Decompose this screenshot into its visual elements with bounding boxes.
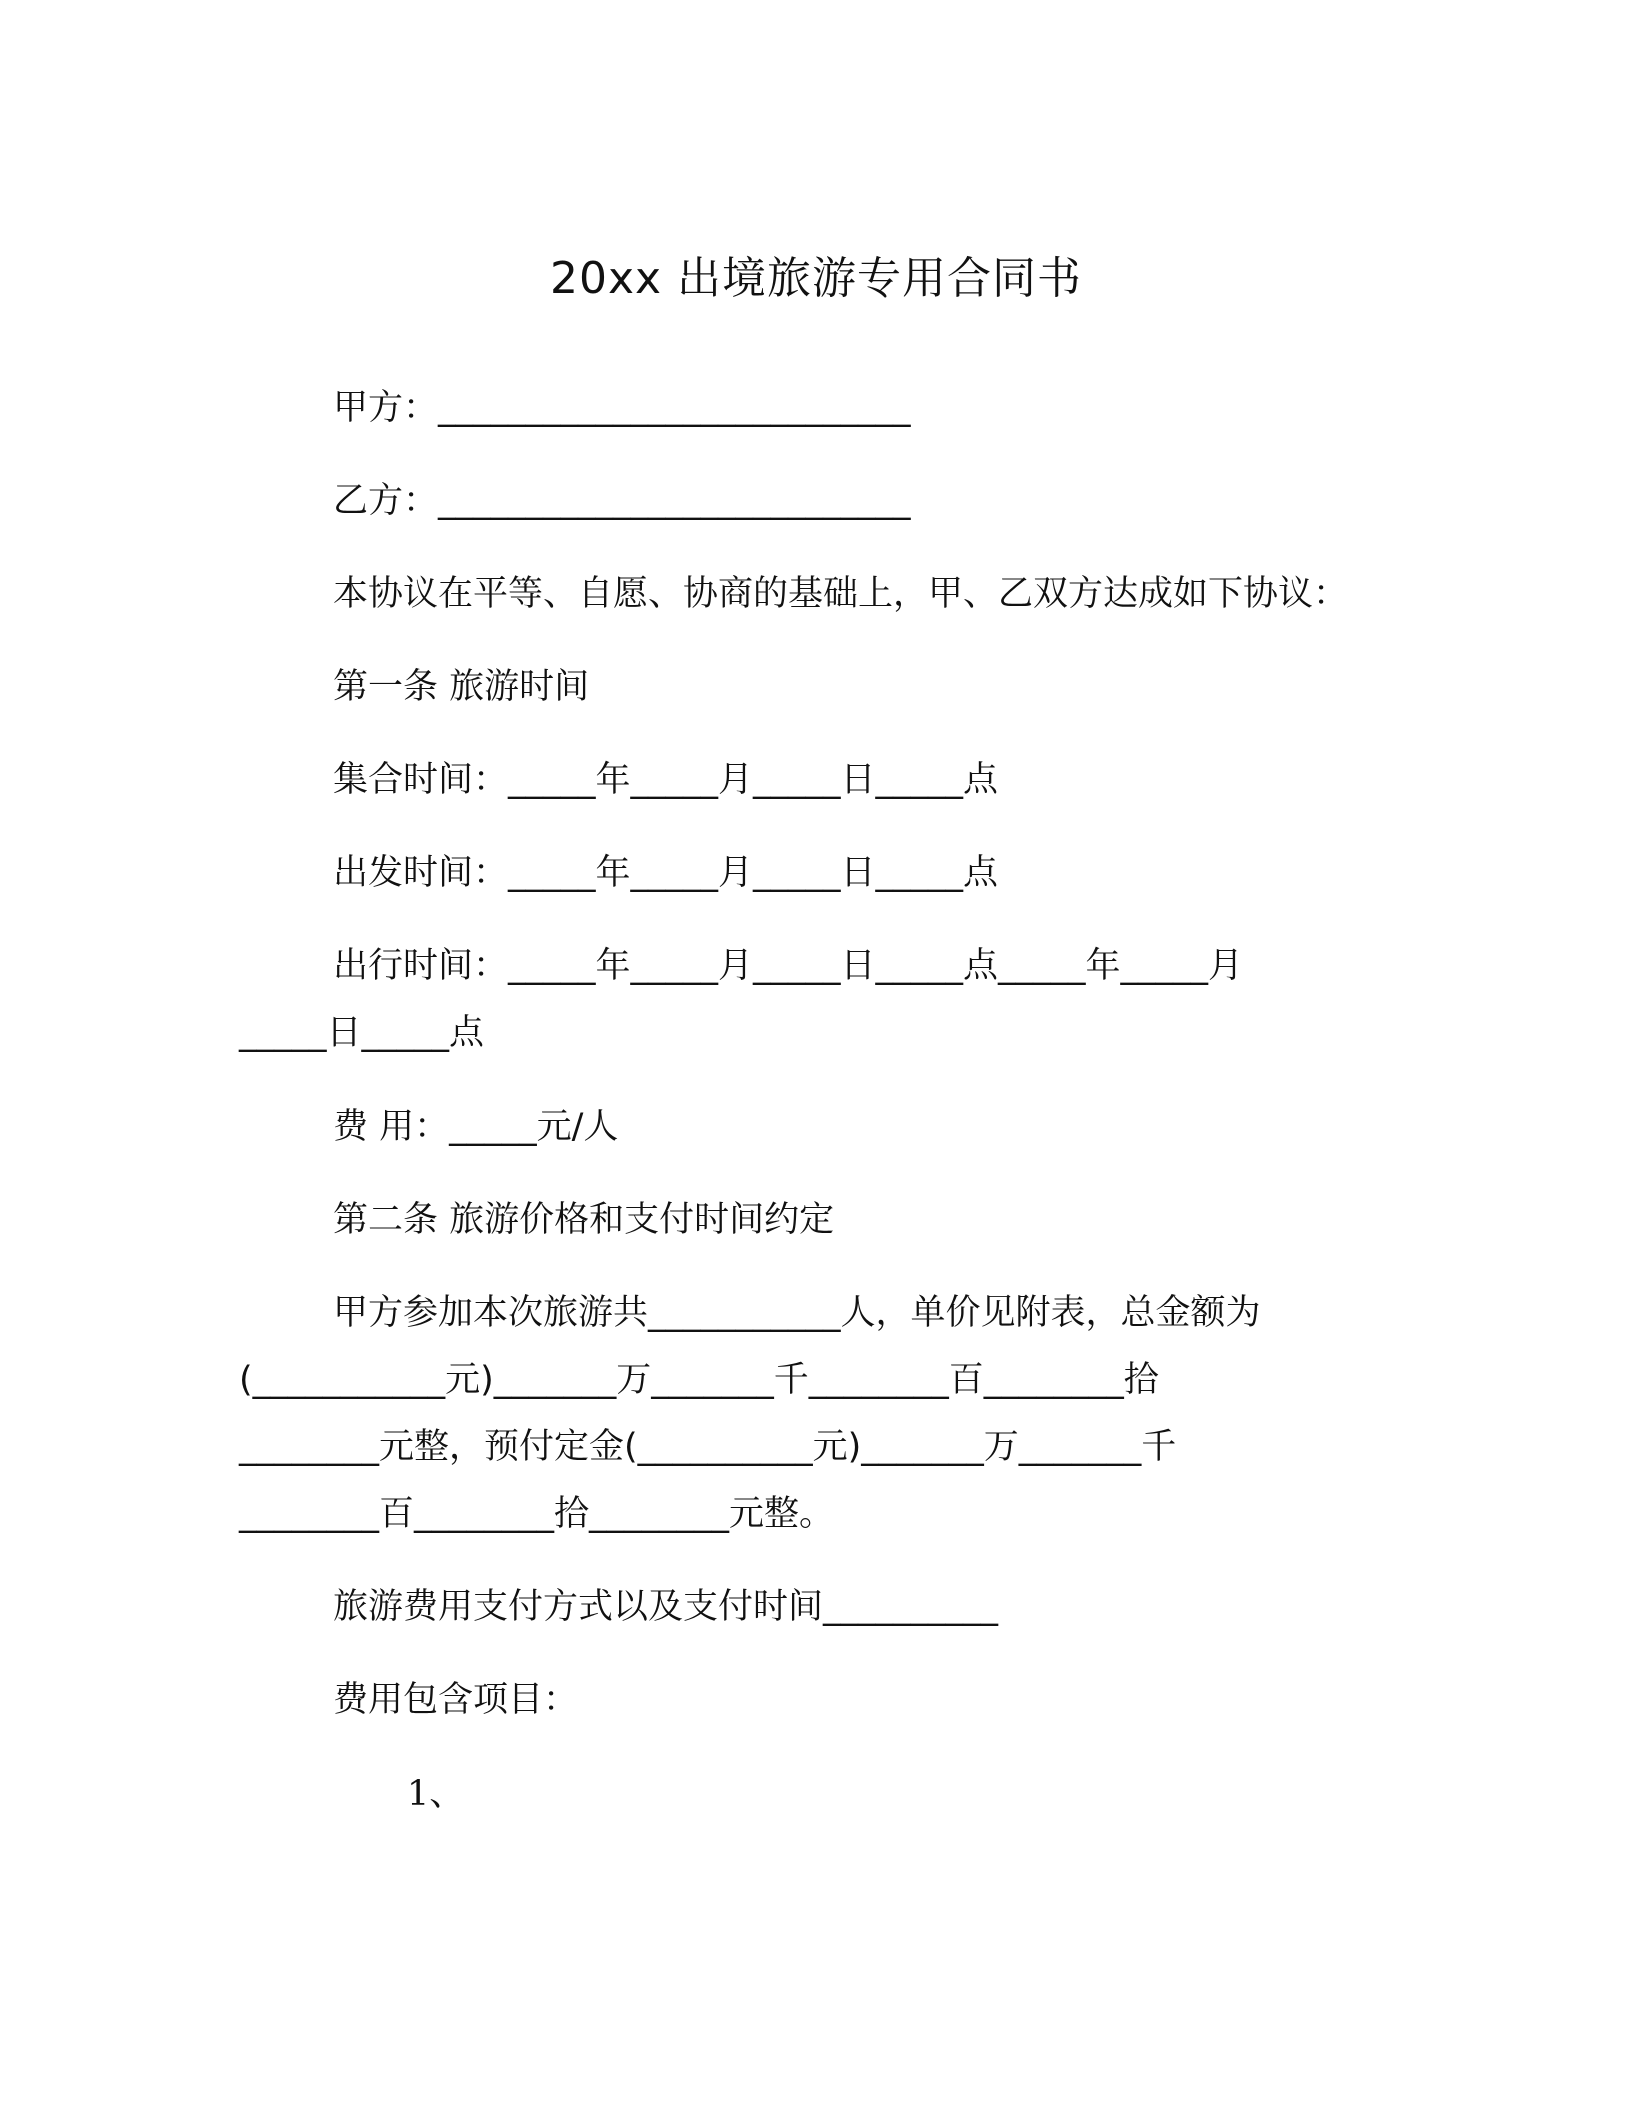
payment-method-line: 旅游费用支付方式以及支付时间__________ <box>333 1587 999 1627</box>
payment-paragraph-line-3: ________元整，预付定金(__________元)_______万_______千 <box>239 1427 1177 1467</box>
departure-time-line: 出发时间：_____年_____月_____日_____点 <box>333 853 999 893</box>
payment-paragraph-line-2: (___________元)_______万_______千________百________拾 <box>239 1360 1159 1400</box>
fee-line: 费 用：_____元/人 <box>333 1107 619 1147</box>
fee-includes-heading: 费用包含项目： <box>333 1680 579 1720</box>
party-a-line: 甲方：___________________________ <box>333 388 911 428</box>
article-2-heading: 第二条 旅游价格和支付时间约定 <box>333 1200 835 1240</box>
payment-paragraph-line-4: ________百________拾________元整。 <box>239 1494 835 1534</box>
travel-time-line: 出行时间：_____年_____月_____日_____点_____年_____月 <box>333 946 1244 986</box>
list-item-1: 1、 <box>407 1774 465 1814</box>
assembly-time-line: 集合时间：_____年_____月_____日_____点 <box>333 760 999 800</box>
document-title: 20xx 出境旅游专用合同书 <box>549 253 1083 305</box>
travel-time-line-continued: _____日_____点 <box>239 1013 485 1053</box>
payment-paragraph-line-1: 甲方参加本次旅游共___________人，单价见附表，总金额为 <box>333 1293 1261 1333</box>
article-1-heading: 第一条 旅游时间 <box>333 667 590 707</box>
agreement-intro: 本协议在平等、自愿、协商的基础上，甲、乙双方达成如下协议： <box>333 574 1349 614</box>
party-b-line: 乙方：___________________________ <box>333 481 911 521</box>
